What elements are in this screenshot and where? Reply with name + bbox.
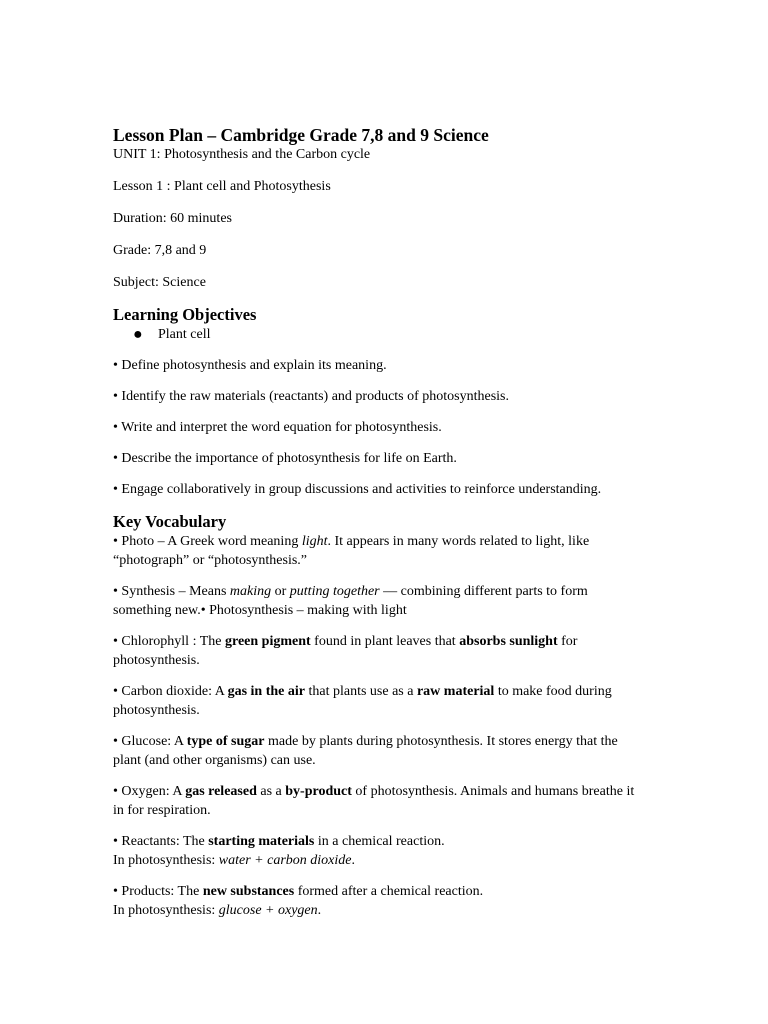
objective-item: • Define photosynthesis and explain its meaning.: [113, 358, 387, 373]
vocab-photo: • Photo – A Greek word meaning light. It appears in many words related to light, like “photograph” or “photosynthesis.”: [113, 534, 590, 568]
subject-line: Subject: Science: [113, 275, 206, 290]
grade-line: Grade: 7,8 and 9: [113, 243, 207, 258]
document-body: [113, 125, 648, 920]
lesson-line: Lesson 1 : Plant cell and Photosythesis: [113, 179, 331, 194]
objective-bullet-text: Plant cell: [158, 327, 211, 342]
objective-item: • Engage collaboratively in group discussions and activities to reinforce understanding.: [113, 482, 602, 497]
objective-item: • Describe the importance of photosynthesis for life on Earth.: [113, 451, 457, 466]
doc-title: Lesson Plan – Cambridge Grade 7,8 and 9 Science: [113, 125, 489, 145]
vocab-products-example: In photosynthesis: glucose + oxygen.: [113, 903, 322, 918]
vocab-glucose: • Glucose: A type of sugar made by plants during photosynthesis. It stores energy that the plant (and other organisms) can use.: [113, 734, 618, 768]
unit-line: UNIT 1: Photosynthesis and the Carbon cycle: [113, 147, 371, 162]
vocab-heading: Key Vocabulary: [113, 512, 227, 531]
objective-bullet-item: [113, 325, 648, 344]
vocab-synthesis: • Synthesis – Means making or putting together — combining different parts to form something new.• Photosynthesis – making with light: [113, 584, 588, 618]
vocab-reactants: • Reactants: The starting materials in a chemical reaction.: [113, 834, 445, 849]
vocab-products: • Products: The new substances formed after a chemical reaction.: [113, 884, 484, 899]
vocab-oxygen: • Oxygen: A gas released as a by-product of photosynthesis. Animals and humans breathe it in for respiration.: [113, 784, 635, 818]
duration-line: Duration: 60 minutes: [113, 211, 232, 226]
vocab-carbon-dioxide: • Carbon dioxide: A gas in the air that plants use as a raw material to make food during photosynthesis.: [113, 684, 612, 718]
objective-item: • Identify the raw materials (reactants) and products of photosynthesis.: [113, 389, 510, 404]
vocab-reactants-example: In photosynthesis: water + carbon dioxide.: [113, 853, 355, 868]
objectives-bullet-list: [113, 325, 648, 344]
bullet-dot-icon: ●: [133, 326, 143, 343]
objective-item: • Write and interpret the word equation for photosynthesis.: [113, 420, 442, 435]
vocab-chlorophyll: • Chlorophyll : The green pigment found in plant leaves that absorbs sunlight for photosynthesis.: [113, 634, 578, 668]
objectives-heading: Learning Objectives: [113, 305, 257, 324]
